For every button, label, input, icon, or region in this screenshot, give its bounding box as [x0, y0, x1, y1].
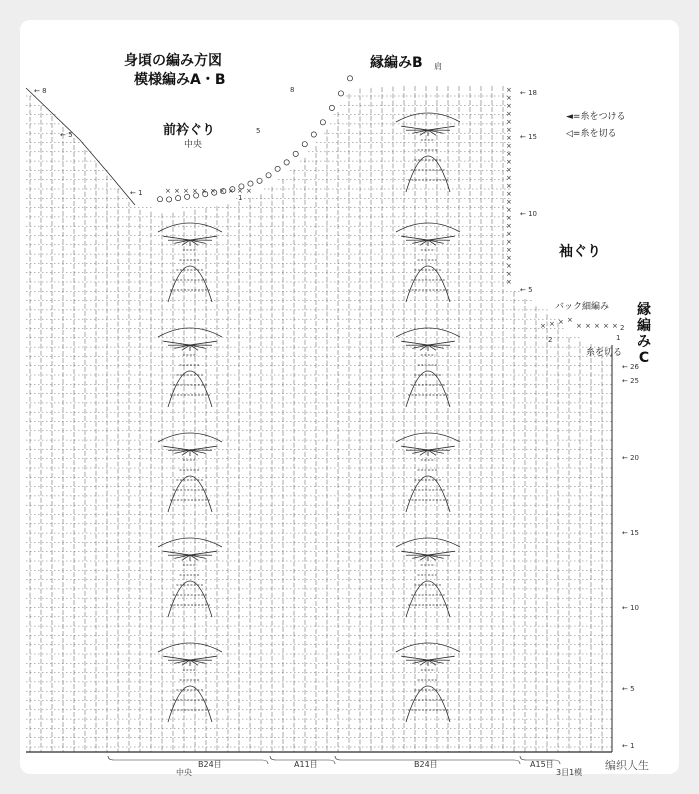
bottom-b1-label: B24目	[198, 760, 222, 769]
armhole-bottom-cross: ×	[612, 322, 618, 330]
pineapple-right-body	[406, 686, 450, 722]
pineapple-right-fan	[428, 551, 455, 555]
pineapple-left-fan	[163, 551, 190, 555]
armhole-cross-stitch: ×	[506, 118, 512, 126]
pineapple-right-arc	[396, 113, 460, 122]
neck-cross-stitch: ×	[174, 187, 180, 195]
pineapple-right-fan	[428, 656, 455, 660]
edging-c-label: 縁編みC	[637, 302, 651, 366]
armhole-cross-stitch: ×	[506, 166, 512, 174]
neck-cross-stitch: ×	[192, 187, 198, 195]
neck-edging-loop	[257, 178, 262, 183]
pineapple-right-arc	[396, 328, 460, 337]
pineapple-left-fan	[190, 656, 217, 660]
row-marker-right: ← 15	[622, 529, 639, 537]
neck-cross-stitch: ×	[210, 187, 216, 195]
armhole-bottom-cross: ×	[585, 322, 591, 330]
pineapple-left-fan	[163, 236, 190, 240]
row-marker-upper: ← 15	[520, 133, 537, 141]
attach-yarn-icon: ◄	[566, 112, 573, 122]
neck-edging-loop	[347, 76, 352, 81]
pineapple-right-body	[406, 266, 450, 302]
pineapple-right-fan	[401, 126, 428, 130]
armhole-bottom-cross: ×	[603, 322, 609, 330]
row-marker-right: ← 26	[622, 363, 639, 371]
armhole-cross-stitch: ×	[506, 198, 512, 206]
row-marker-upper: ← 5	[520, 286, 533, 294]
edging-b-label: 縁編みB	[370, 55, 423, 71]
neck-edging-loop	[248, 181, 253, 186]
title-line1: 身頃の編み方図	[124, 53, 222, 69]
neck-edging-loop	[175, 196, 180, 201]
neck-edging-loop	[275, 166, 280, 171]
armhole-bottom-cross: ×	[567, 316, 573, 324]
neck-edging-loop	[284, 160, 289, 165]
row-marker-armhole: 2	[620, 324, 625, 332]
pineapple-left-arc	[158, 643, 222, 652]
armhole-cross-stitch: ×	[506, 206, 512, 214]
bottom-center-label: 中央	[176, 768, 192, 777]
left-neck-edge	[26, 88, 135, 205]
pineapple-right-arc	[396, 538, 460, 547]
armhole-cross-stitch: ×	[506, 222, 512, 230]
armhole-cross-stitch: ×	[506, 278, 512, 286]
armhole-cross-stitch: ×	[506, 262, 512, 270]
neck-edging-loop	[266, 173, 271, 178]
bottom-a1-label: A11目	[294, 760, 318, 769]
title-line2: 模様編みA・B	[134, 72, 226, 88]
pineapple-right-fan	[428, 126, 455, 130]
pineapple-right-fan	[428, 236, 455, 240]
armhole-cross-stitch: ×	[506, 214, 512, 222]
neck-edging-loop	[338, 91, 343, 96]
armhole-cross-stitch: ×	[506, 246, 512, 254]
neck-cross-stitch: ×	[219, 187, 225, 195]
pineapple-right-body	[406, 581, 450, 617]
pineapple-right-fan	[428, 341, 455, 345]
front-neck-label: 前衿ぐり	[163, 123, 216, 138]
armhole-cross-stitch: ×	[506, 182, 512, 190]
armhole-bottom-cross: ×	[549, 320, 555, 328]
bottom-a2-label: A15目	[530, 760, 554, 769]
armhole-cross-stitch: ×	[506, 126, 512, 134]
pineapple-right-arc	[396, 223, 460, 232]
neck-edging-loop	[185, 194, 190, 199]
armhole-cross-stitch: ×	[506, 142, 512, 150]
pineapple-left-fan	[163, 341, 190, 345]
row-marker-right: ← 1	[622, 742, 635, 750]
neck-cross-stitch: ×	[201, 187, 207, 195]
armhole-cross-stitch: ×	[506, 110, 512, 118]
pineapple-right-arc	[396, 433, 460, 442]
row-marker-right: ← 10	[622, 604, 639, 612]
pineapple-left-arc	[158, 328, 222, 337]
armhole-bottom-cross: ×	[594, 322, 600, 330]
neck-edging-loop	[311, 132, 316, 137]
neck-cross-stitch: ×	[165, 187, 171, 195]
pineapple-right-fan	[401, 656, 428, 660]
pineapple-right-arc	[396, 643, 460, 652]
row-marker-left: ← 1	[130, 189, 143, 197]
armhole-cross-stitch: ×	[506, 150, 512, 158]
row-marker-armhole: 1	[616, 334, 621, 342]
pineapple-left-arc	[158, 433, 222, 442]
bottom-b2-label: B24目	[414, 760, 438, 769]
pineapple-right-body	[406, 371, 450, 407]
armhole-bottom-cross: ×	[540, 322, 546, 330]
neck-cross-stitch: ×	[228, 187, 234, 195]
legend-cut: ◁=糸を切る	[566, 129, 617, 139]
pineapple-left-body	[168, 371, 212, 407]
row-marker-right: ← 25	[622, 377, 639, 385]
armhole-bottom-cross: ×	[576, 322, 582, 330]
cut-yarn-icon: ◁	[566, 129, 573, 139]
pineapple-right-fan	[401, 236, 428, 240]
shoulder-label: 肩	[434, 62, 442, 71]
watermark: 编织人生	[605, 759, 649, 772]
armhole-cross-stitch: ×	[506, 230, 512, 238]
pineapple-left-fan	[190, 341, 217, 345]
neck-edging-loop	[320, 120, 325, 125]
armhole-cross-stitch: ×	[506, 254, 512, 262]
neck-edging-loop	[329, 105, 334, 110]
neck-cross-stitch: ×	[183, 187, 189, 195]
pineapple-left-fan	[163, 656, 190, 660]
pineapple-left-body	[168, 476, 212, 512]
repeat-bracket	[108, 756, 268, 764]
armhole-label: 袖ぐり	[559, 244, 601, 260]
armhole-cross-stitch: ×	[506, 94, 512, 102]
row-marker-neck: 1	[238, 194, 243, 202]
bottom-end-label: 3目1模	[556, 768, 583, 777]
row-marker-neck: 5	[256, 127, 261, 135]
pineapple-right-body	[406, 156, 450, 192]
pineapple-right-fan	[401, 341, 428, 345]
pineapple-left-fan	[190, 236, 217, 240]
legend-attach: ◄=糸をつける	[566, 112, 626, 122]
row-marker-armhole: 2	[548, 336, 553, 344]
cut-yarn-label: 糸を切る	[586, 348, 623, 358]
neck-cross-stitch: ×	[237, 187, 243, 195]
armhole-cross-stitch: ×	[506, 270, 512, 278]
pineapple-left-body	[168, 266, 212, 302]
pineapple-left-arc	[158, 223, 222, 232]
back-single-label: バック細編み	[555, 302, 610, 312]
armhole-cross-stitch: ×	[506, 158, 512, 166]
armhole-bottom-cross: ×	[558, 318, 564, 326]
row-marker-upper: ← 10	[520, 210, 537, 218]
neck-edging-loop	[166, 197, 171, 202]
armhole-cross-stitch: ×	[506, 174, 512, 182]
row-marker-left: ← 5	[60, 131, 73, 139]
neck-edging-loop	[157, 197, 162, 202]
center-neck-label: 中央	[184, 140, 203, 150]
row-marker-upper: ← 18	[520, 89, 537, 97]
row-marker-left: ← 8	[34, 87, 47, 95]
neck-edging-loop	[293, 151, 298, 156]
row-marker-neck: 8	[290, 86, 295, 94]
pineapple-left-body	[168, 686, 212, 722]
neck-cross-stitch: ×	[246, 187, 252, 195]
armhole-cross-stitch: ×	[506, 86, 512, 94]
armhole-cross-stitch: ×	[506, 102, 512, 110]
row-marker-right: ← 5	[622, 685, 635, 693]
armhole-cross-stitch: ×	[506, 134, 512, 142]
pineapple-left-body	[168, 581, 212, 617]
armhole-cross-stitch: ×	[506, 190, 512, 198]
row-marker-right: ← 20	[622, 454, 639, 462]
armhole-cross-stitch: ×	[506, 238, 512, 246]
neck-edging-loop	[302, 142, 307, 147]
pineapple-right-body	[406, 476, 450, 512]
